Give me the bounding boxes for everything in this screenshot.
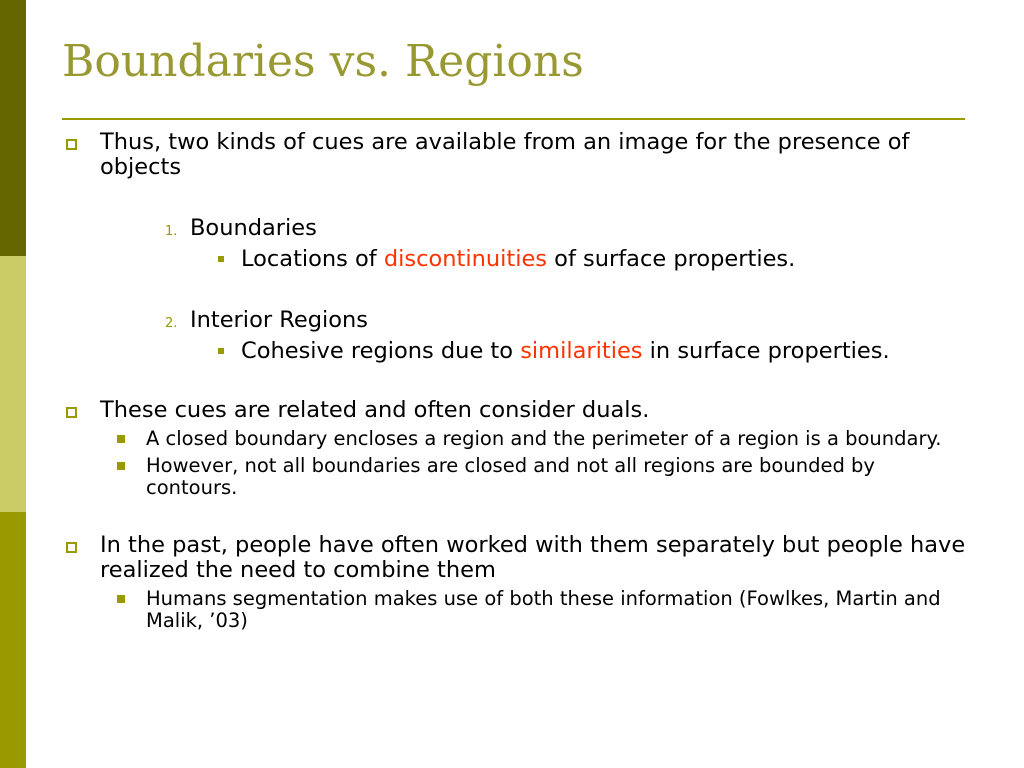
filled-square-bullet-icon <box>117 595 125 603</box>
numbered-item-interior-regions <box>60 308 968 333</box>
filled-square-bullet-icon <box>117 435 125 443</box>
bullet-point-1-text: Thus, two kinds of cues are available from an image for the presence of objects <box>100 129 910 180</box>
bullet-point-3 <box>60 533 968 583</box>
filled-square-bullet-icon <box>218 256 224 262</box>
sub-bullet-interior-regions <box>60 339 901 364</box>
bullet-point-1 <box>60 130 968 180</box>
sub-bullet-text: However, not all boundaries are closed and not all regions are bounded by contours. <box>146 454 875 499</box>
slide-title: Boundaries vs. Regions <box>62 36 584 87</box>
highlight-discontinuities: discontinuities <box>383 246 548 272</box>
item-number: 2. <box>165 316 178 331</box>
side-bar-dark <box>0 0 26 256</box>
item-number: 1. <box>165 224 178 239</box>
title-divider <box>62 118 965 120</box>
sub-bullet-humans-segmentation <box>60 588 968 632</box>
hollow-square-bullet-icon <box>66 139 77 150</box>
sub-bullet-boundaries <box>60 247 968 272</box>
sub-bullet-text-after: of surface properties. <box>547 246 796 272</box>
hollow-square-bullet-icon <box>66 542 77 553</box>
side-bar-olive <box>0 512 26 768</box>
numbered-item-boundaries <box>60 216 968 241</box>
slide-body <box>60 130 968 632</box>
sub-bullet-text-before: Locations of <box>241 246 384 272</box>
bullet-point-2 <box>60 398 968 423</box>
sub-bullet-text: A closed boundary encloses a region and the perimeter of a region is a boundary. <box>146 427 942 450</box>
hollow-square-bullet-icon <box>66 407 77 418</box>
filled-square-bullet-icon <box>218 348 224 354</box>
bullet-point-2-text: These cues are related and often consider duals. <box>100 397 650 423</box>
filled-square-bullet-icon <box>117 462 125 470</box>
sub-bullet-closed-boundary <box>60 428 968 450</box>
sub-bullet-text-before: Cohesive regions due to <box>241 338 521 364</box>
sub-bullet-not-all-closed <box>60 455 968 499</box>
numbered-item-label: Interior Regions <box>190 307 368 333</box>
highlight-similarities: similarities <box>520 338 643 364</box>
bullet-point-3-text: In the past, people have often worked with them separately but people have realized the need to combine them <box>100 532 966 583</box>
numbered-item-label: Boundaries <box>190 215 317 241</box>
side-bar-light <box>0 256 26 512</box>
sub-bullet-text: Humans segmentation makes use of both these information (Fowlkes, Martin and Malik, ’03) <box>146 587 941 632</box>
sub-bullet-text-after: in surface properties. <box>642 338 890 364</box>
